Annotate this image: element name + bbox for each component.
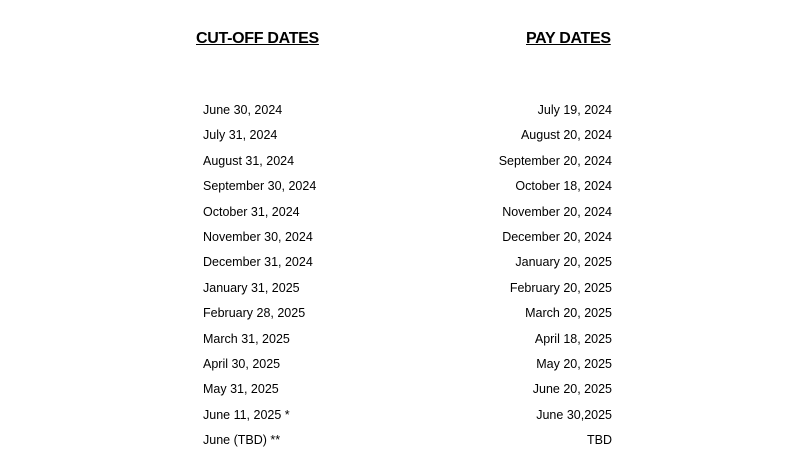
pay-date: August 20, 2024 [520,128,612,143]
pay-date: September 20, 2024 [498,153,612,168]
table-row [203,253,612,278]
table-row [203,177,612,202]
cutoff-date: May 31, 2025 [203,382,279,397]
pay-date: TBD [587,433,612,448]
cutoff-date: June 11, 2025 * [203,407,290,422]
table-row [203,279,612,304]
cutoff-date: July 31, 2024 [203,128,278,143]
table-row [203,431,612,456]
cutoff-date: June 30, 2024 [203,103,283,117]
pay-date: October 18, 2024 [515,179,612,194]
table-row [203,304,612,329]
pay-date: March 20, 2025 [525,306,612,321]
table-row [203,203,612,228]
table-row [203,101,612,126]
cutoff-date: October 31, 2024 [203,204,300,219]
table-row [203,152,612,177]
cutoff-date: December 31, 2024 [203,255,313,270]
table-row [203,355,612,380]
table-row [203,330,612,355]
pay-date: December 20, 2024 [502,229,612,244]
cutoff-date: April 30, 2025 [203,356,281,371]
cutoff-date: March 31, 2025 [203,331,290,346]
pay-date: June 30,2025 [536,407,612,422]
pay-schedule-table [203,101,612,456]
pay-date: May 20, 2025 [536,356,612,371]
cutoff-date: September 30, 2024 [203,179,317,194]
pay-date: June 20, 2025 [532,382,612,397]
table-row [203,406,612,431]
cutoff-date: February 28, 2025 [203,306,306,321]
cutoff-dates-header: CUT-OFF DATES [196,30,319,47]
pay-date: November 20, 2024 [502,204,612,219]
pay-date: July 19, 2024 [537,103,612,117]
table-row [203,228,612,253]
cutoff-date: June (TBD) ** [203,433,281,448]
cutoff-date: January 31, 2025 [203,280,300,295]
table-row [203,380,612,405]
pay-date: April 18, 2025 [534,331,612,346]
cutoff-date: August 31, 2024 [203,153,295,168]
pay-dates-header: PAY DATES [526,30,611,47]
table-row [203,126,612,151]
cutoff-date: November 30, 2024 [203,229,313,244]
pay-date: January 20, 2025 [515,255,612,270]
pay-date: February 20, 2025 [509,280,612,295]
